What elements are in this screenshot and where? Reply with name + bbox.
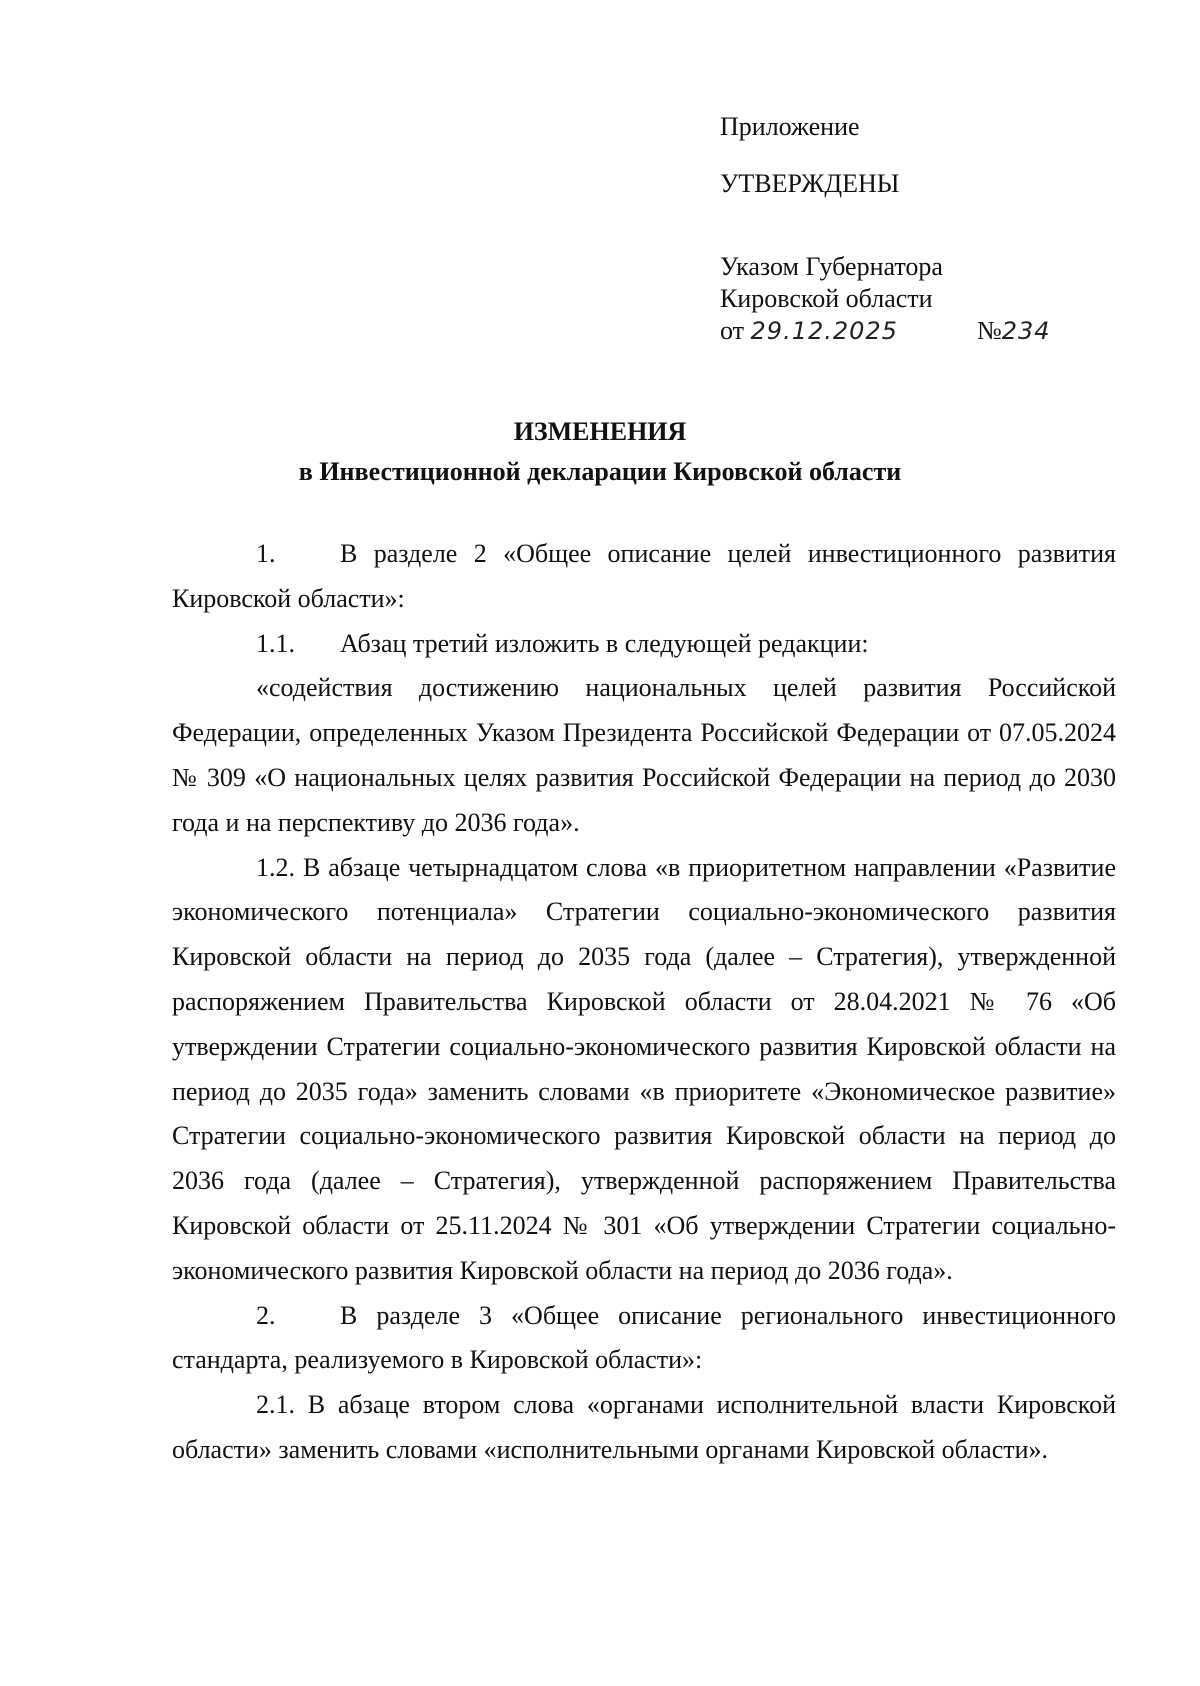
item-2-1: 2.1. В абзаце втором слова «органами исполнительной власти Кировской области» заменить словами «исполнительными органами Кировской области». [172,1390,1116,1464]
item-1-2: 1.2. В абзаце четырнадцатом слова «в приоритетном направлении «Развитие экономического потенциала» Стратегии социально-экономического развития Кировской области на период до 2035 года (далее – Стратегия), утвержденной распоряжением Правительства Кировской области от 28.04.2021 № 76 «Об утверждении Стратегии социально-экономического развития Кировской области на период до 2035 года» заменить словами «в приоритете «Экономическое развитие» Стратегии социально-экономического развития Кировской области на период до 2036 года (далее – Стратегия), утвержденной распоряжением Правительства Кировской области от 25.11.2024 № 301 «Об утверждении Стратегии социально-экономического развития Кировской области на период до 2036 года». [172,852,1116,1285]
item-1-1-quote: «содействия достижению национальных целей развития Российской Федерации, определенных Указом Президента Российской Федерации от 07.05.2024 № 309 «О национальных целях развития Российской Федерации на период до 2030 года и на перспективу до 2036 года». [172,673,1116,837]
document-title: ИЗМЕНЕНИЯ [513,417,687,446]
handwritten-date: 29.12.2025 [750,317,898,345]
appendix-label: Приложение [720,112,860,141]
item-1-1 [172,622,1116,667]
item-1-1-text: Абзац третий изложить в следующей редакции: [340,628,869,658]
item-2-number: 2. [256,1300,276,1330]
decree-line-1: Указом Губернатора [720,252,943,281]
item-2 [172,1294,1116,1384]
item-1-number: 1. [256,539,276,568]
document-body [172,532,1116,1473]
item-1 [172,532,1116,622]
approved-label: УТВЕРЖДЕНЫ [720,169,900,198]
item-1-text: В разделе 2 «Общее описание целей инвестиционного развития Кировской области»: [172,539,1116,613]
item-1-1-number: 1.1. [256,628,295,658]
handwritten-number: 234 [1001,317,1051,345]
decree-line-2: Кировской области [720,284,933,313]
date-prefix: от [720,316,745,345]
item-2-text: В разделе 3 «Общее описание регионального инвестиционного стандарта, реализуемого в Кировской области»: [172,1300,1116,1375]
document-subtitle: в Инвестиционной декларации Кировской области [298,457,902,486]
number-prefix: № [976,316,1002,345]
decree-date-line [720,314,1051,348]
